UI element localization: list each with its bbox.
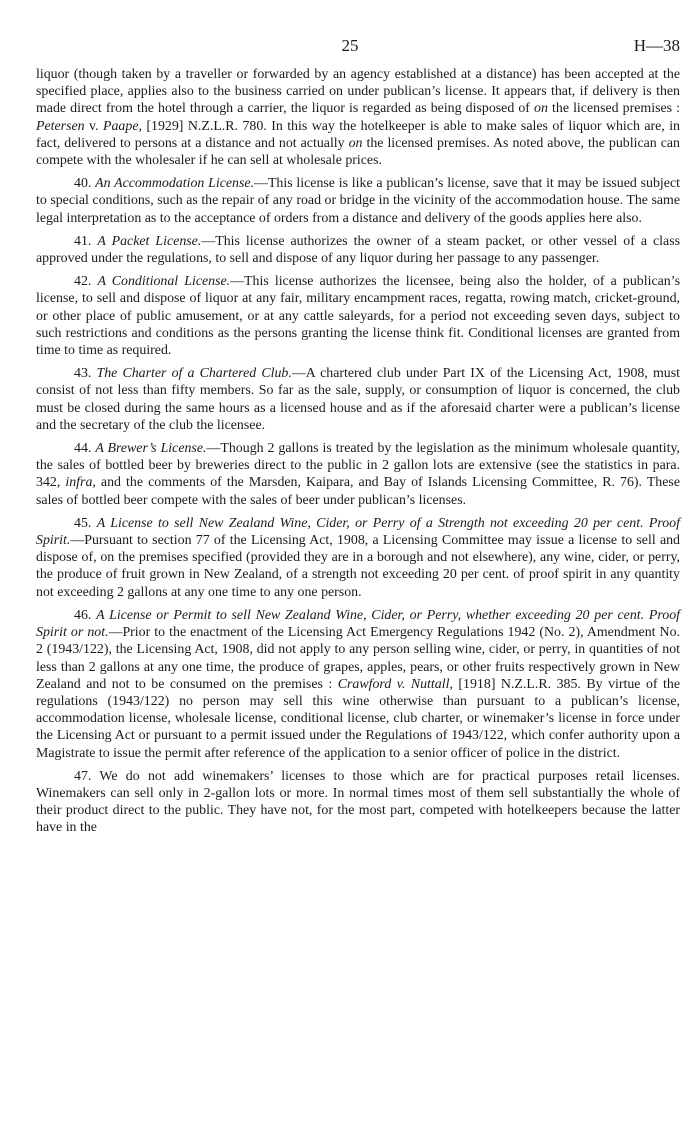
paragraph bbox=[36, 440, 680, 509]
italic-text: on bbox=[534, 101, 548, 117]
paragraph bbox=[36, 233, 680, 267]
text-run: —Pursuant to section 77 of the Licensing Act, 1908, a Licensing Committee may issue a license to sell and dispose of, on the premises specified (provided they are in a borough and not elsewhere), any wine, cider, or perry, the produce of fruit grown in New Zealand, of a strength not exceeding 20 per cent. of proof spirit in any quantity not exceeding 2 gallons at any one time to any one person. bbox=[36, 533, 680, 600]
text-run: —Though 2 gallons is treated by the legislation as the minimum wholesale quantity, the sales of bottled beer by breweries direct to the public in 2 gallon lots are extensive (see the statistics in para. 342, bbox=[36, 441, 680, 491]
text-run: 46. bbox=[74, 607, 97, 623]
text-run: —A chartered club under Part IX of the Licensing Act, 1908, must consist of not less than fifty members. So far as the sale, supply, or consumption of liquor is concerned, the club must be closed during the same hours as a licensed house and as if the aforesaid charter were a publican’s license and the secretary of the club the licensee. bbox=[36, 366, 680, 433]
italic-text: Crawford v. Nuttall, bbox=[337, 676, 453, 692]
paragraph bbox=[36, 273, 680, 359]
paragraph bbox=[36, 175, 680, 227]
text-run: 40. bbox=[74, 176, 96, 192]
paragraph bbox=[36, 66, 680, 169]
text-run: the licensed premises. As noted above, the publican can compete with the wholesaler if he can sell at wholesale prices. bbox=[36, 135, 681, 169]
italic-text: The Charter of a Chartered Club. bbox=[96, 366, 292, 382]
text-run: and the comments of the Marsden, Kaipara, and Bay of Islands Licensing Committee, R. 76). These sales of bottled beer compete with the sales of beer under publican’s licenses. bbox=[36, 475, 680, 508]
text-run: 41. bbox=[74, 233, 98, 249]
page-body bbox=[36, 66, 680, 843]
italic-text: Paape, bbox=[103, 118, 142, 134]
italic-text: A Conditional License. bbox=[97, 274, 231, 290]
text-run: the licensed premises : bbox=[547, 101, 680, 117]
page-number: 25 bbox=[341, 36, 359, 55]
italic-text: on bbox=[348, 135, 363, 151]
paragraph bbox=[36, 607, 680, 762]
italic-text: Petersen bbox=[36, 118, 85, 134]
paragraph bbox=[36, 768, 680, 837]
italic-text: A License to sell New Zealand Wine, Cider, or Perry of a Strength not exceeding 20 per cent. Proof Spirit. bbox=[36, 515, 680, 549]
text-run: —This license authorizes the licensee, being also the holder, of a publican’s license, to sell and dispose of liquor at any fair, military encampment races, regatta, rowing match, cricket-ground, or other place of public amusement, or at any cattle saleyards, for a period not exceeding seven days, subject to such restrictions and conditions as the persons granting the license think fit. Conditional licenses are granted from time to time as required. bbox=[36, 274, 680, 359]
text-run: v. bbox=[84, 118, 103, 134]
document-id: H—38 bbox=[633, 36, 680, 55]
italic-text: A Packet License. bbox=[97, 233, 202, 249]
italic-text: infra, bbox=[65, 475, 96, 491]
text-run: [1929] N.Z.L.R. 780. In this way the hotelkeeper is able to make sales of liquor which are, in fact, delivered to persons at a distance and not actually bbox=[36, 118, 681, 151]
text-run: 47. We do not add winemakers’ licenses to those which are for practical purposes retail licenses. Winemakers can sell only in 2-gallon lots or more. In normal times most of them sell substantially the whole of their product direct to the public. They have not, for the most part, competed with hotelkeepers because the latter have in the bbox=[36, 768, 680, 836]
text-run: 42. bbox=[74, 274, 98, 290]
page-header bbox=[0, 36, 700, 60]
italic-text: A License or Permit to sell New Zealand Wine, Cider, or Perry, whether exceeding 20 per cent. Proof Spirit or not. bbox=[36, 607, 680, 641]
text-run: [1918] N.Z.L.R. 385. By virtue of the regulations (1943/122) no person may sell this wine otherwise than pursuant to a publican’s license, accommodation license, wholesale license, conditional license, club charter, or winemaker’s license in force under the Licensing Act or pursuant to a permit issued under the Regulations of 1943/122, which confer authority upon a Magistrate to issue the permit after reference of the application to a senior officer of police in the district. bbox=[36, 676, 680, 761]
text-run: —This license authorizes the owner of a steam packet, or other vessel of a class approved under the regulations, to sell and dispose of any liquor during her passage to any passenger. bbox=[36, 233, 681, 267]
italic-text: An Accommodation License. bbox=[95, 176, 255, 192]
text-run: 45. bbox=[74, 515, 97, 531]
paragraph bbox=[36, 365, 680, 434]
text-run: —Prior to the enactment of the Licensing Act Emergency Regulations 1942 (No. 2), Amendment No. 2 (1943/122), the Licensing Act, 1908, did not apply to any person selling wine, cider, or perry, in quantities of not less than 2 gallons at any one time, the produce of grapes, apples, pears, or other fruits respectively grown in New Zealand and not to be consumed on the premises : bbox=[36, 625, 680, 692]
text-run: 44. bbox=[74, 441, 96, 457]
text-run: 43. bbox=[74, 366, 97, 382]
text-run: —This license is like a publican’s license, save that it may be issued subject to special conditions, such as the repair of any road or bridge in the vicinity of the accommodation house. The same legal interpretation as to the acceptance of orders from a distance and delivery of the goods applies here also. bbox=[36, 176, 680, 226]
text-run: liquor (though taken by a traveller or forwarded by an agency established at a distance) has been accepted at the specified place, applies also to the business carried on under publican’s license. It appears that, if delivery is then made direct from the hotel through a carrier, the liquor is regarded as being disposed of bbox=[36, 67, 680, 117]
paragraph bbox=[36, 515, 680, 601]
italic-text: A Brewer’s License. bbox=[95, 441, 207, 457]
